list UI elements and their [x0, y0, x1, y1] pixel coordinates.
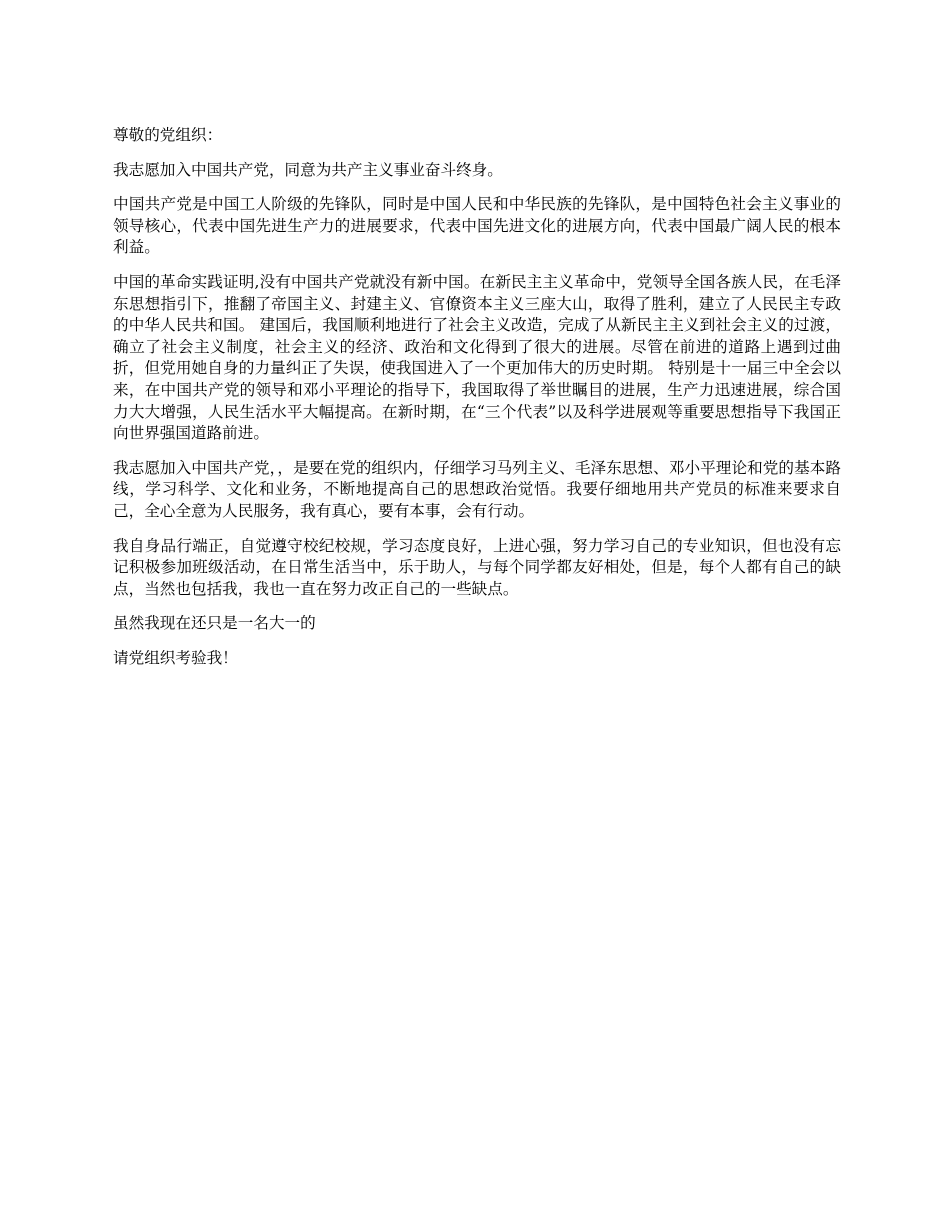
letter-closing: 请党组织考验我！	[113, 648, 238, 667]
letter-salutation: 尊敬的党组织：	[113, 126, 223, 144]
letter-paragraph-2: 中国共产党是中国工人阶级的先锋队，同时是中国人民和中华民族的先锋队，是中国特色社会主义事业的领导核心，代表中国先进生产力的进展要求，代表中国先进文化的进展方向，代表中国最广阔人民的根本利益。	[113, 195, 841, 257]
letter-paragraph-3: 中国的革命实践证明,没有中国共产党就没有新中国。在新民主主义革命中，党领导全国各族人民，在毛泽东思想指引下，推翻了帝国主义、封建主义、官僚资本主义三座大山，取得了胜利，建立了人民民主专政的中华人民共和国。 建国后，我国顺利地进行了社会主义改造，完成了从新民主主义到社会主义的过渡，确立了社会主义制度，社会主义的经济、政治和文化得到了很大的进展。尽管在前进的道路上遇到过曲折，但党用她自身的力量纠正了失误，使我国进入了一个更加伟大的历史时期。 特别是十一届三中全会以来，在中国共产党的领导和邓小平理论的指导下，我国取得了举世瞩目的进展，生产力迅速进展，综合国力大大增强，人民生活水平大幅提高。在新时期，在“三个代表”以及科学进展观等重要思想指导下我国正向世界强国道路前进。	[113, 272, 841, 443]
letter-paragraph-1: 我志愿加入中国共产党，同意为共产主义事业奋斗终身。	[113, 160, 503, 179]
letter-paragraph-5: 我自身品行端正，自觉遵守校纪校规，学习态度良好，上进心强，努力学习自己的专业知识，但也没有忘记积极参加班级活动，在日常生活当中，乐于助人，与每个同学都友好相处，但是，每个人都有自己的缺点，当然也包括我，我也一直在努力改正自己的一些缺点。	[113, 536, 841, 598]
letter-document	[113, 125, 841, 682]
letter-paragraph-6: 虽然我现在还只是一名大一的	[113, 614, 316, 633]
letter-paragraph-4: 我志愿加入中国共产党，，是要在党的组织内，仔细学习马列主义、毛泽东思想、邓小平理论和党的基本路线，学习科学、文化和业务，不断地提高自己的思想政治觉悟。我要仔细地用共产党员的标准来要求自己，全心全意为人民服务，我有真心，要有本事，会有行动。	[113, 458, 841, 520]
